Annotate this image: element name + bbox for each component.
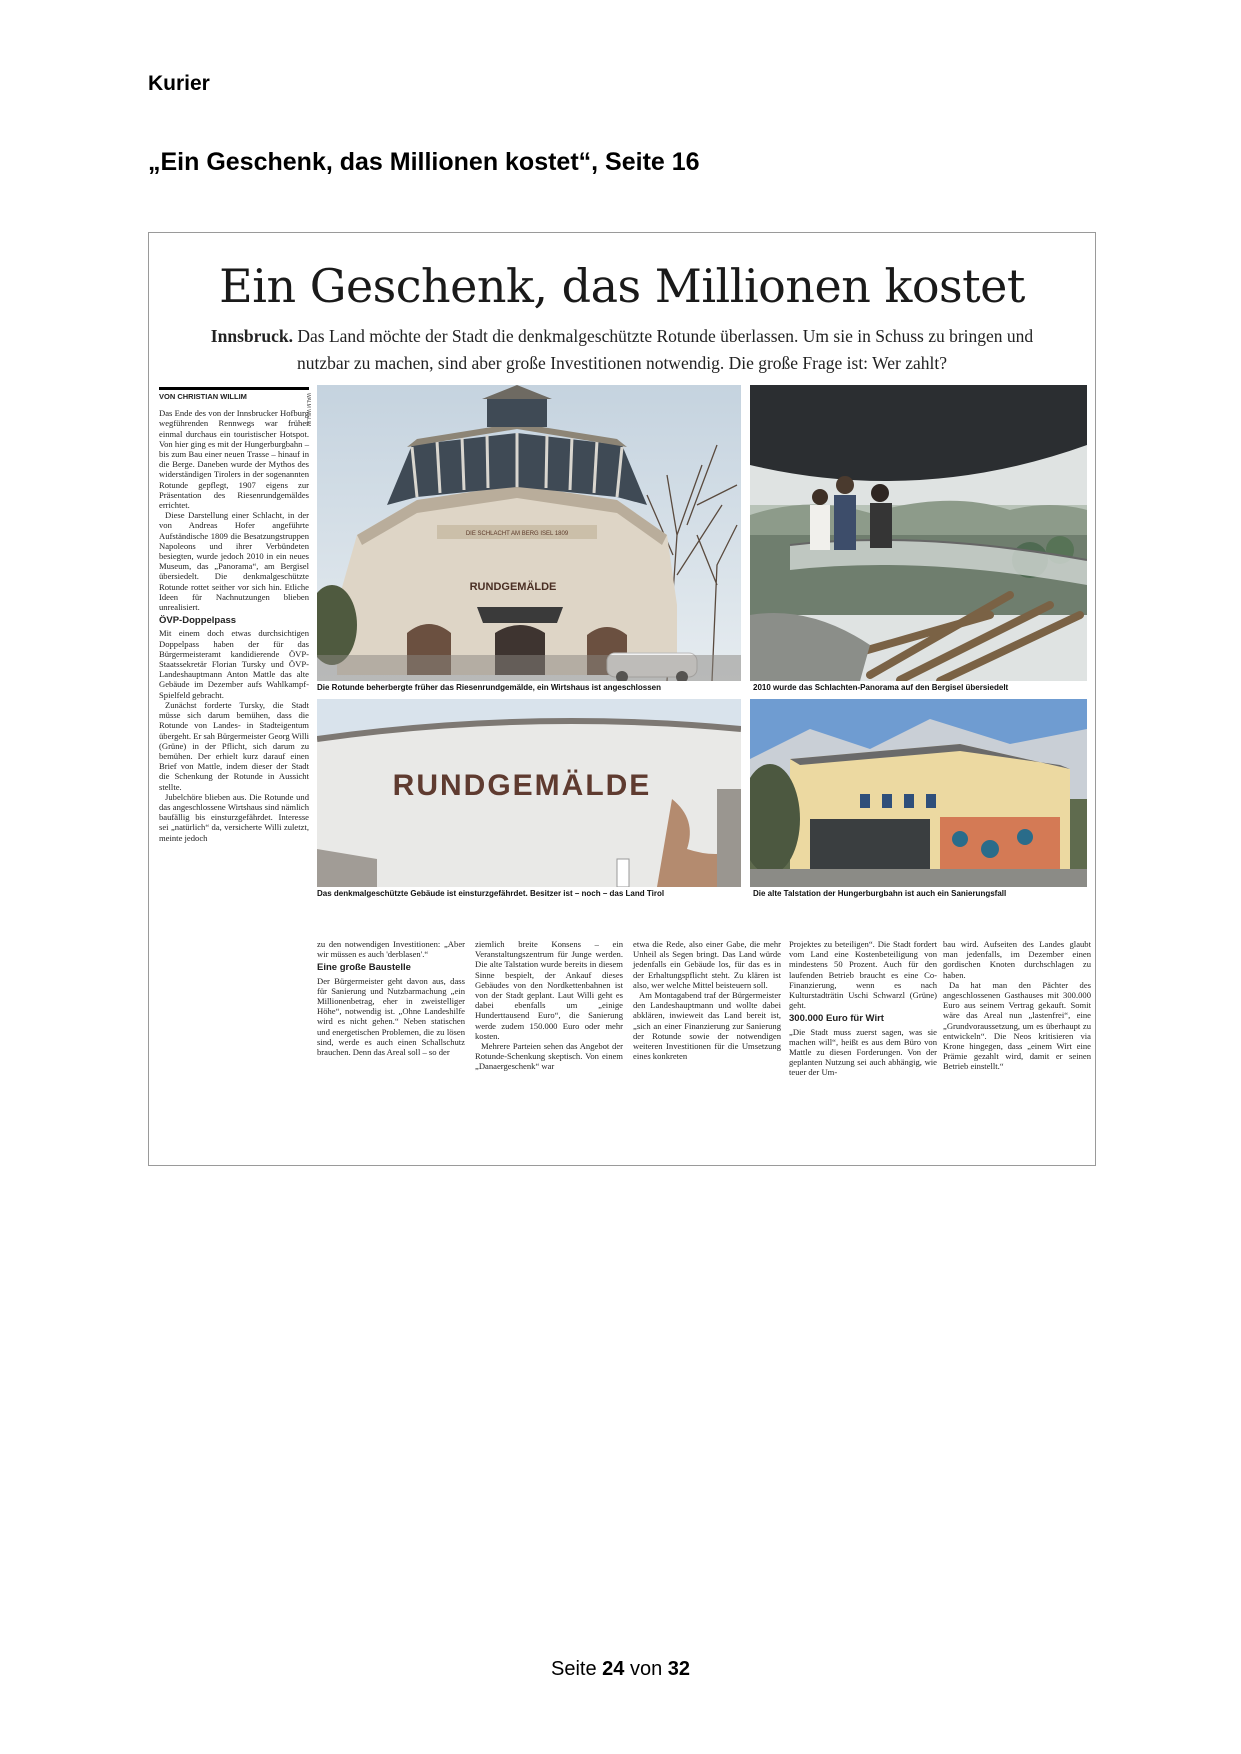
paragraph: Mit einem doch etwas durchsichtigen Doppelpass haben der für das Bürgermeisteramt kandidierende ÖVP-Staatssekretär Florian Tursky und ÖVP-Landeshauptmann Anton Mattle das alte Gebäude im Dezember aufs Wahlkampf-Spielfeld gebracht. <box>159 628 309 700</box>
footer-prefix: Seite <box>550 1658 597 1680</box>
photo-sign <box>317 699 741 887</box>
panorama-image <box>750 385 1087 681</box>
paragraph: Diese Darstellung einer Schlacht, in der von Andreas Hofer angeführte Aufständische 1809 die Besatzungstruppen Napoleons und ihrer Verbündeten besiegten, wurde jedoch 2010 in ein neues Museum, das „Panorama“, am Bergisel übersiedelt. Die denkmalgeschützte Rotunde rottet seither vor sich hin. Etliche Ideen für Nachnutzungen blieben unrealisiert. <box>159 510 309 613</box>
paragraph: „Die Stadt muss zuerst sagen, was sie machen will“, heißt es aus dem Büro von Mattle zu diesen Forderungen. Von der geplanten Nutzung sei auch abhängig, wie teuer der Um- <box>789 1026 937 1078</box>
subheading: ÖVP-Doppelpass <box>159 615 237 627</box>
photo-caption: Die Rotunde beherbergte früher das Riesenrundgemälde, ein Wirtshaus ist angeschlossen <box>317 683 662 692</box>
footer-page-total: 32 <box>667 1658 691 1680</box>
paragraph: Am Montagabend traf der Bürgermeister den Landeshauptmann und wollte dabei abklären, inwieweit das Land bereit ist, „sich an einer Finanzierung zur Sanierung der Rotunde sowie der notwendigen weiteren Investitionen für die Umsetzung eines konkreten <box>633 990 781 1062</box>
subheading: Eine große Baustelle <box>317 962 411 974</box>
article-column-6 <box>943 939 1091 1072</box>
article-deck-text: Das Land möchte der Stadt die denkmalgeschützte Rotunde überlassen. Um sie in Schuss zu bringen und nutzbar zu machen, sind aber große Investitionen notwendig. Die große Frage ist: Wer zahlt? <box>297 326 1034 373</box>
article-deck <box>209 323 1035 377</box>
paragraph: bau wird. Aufseiten des Landes glaubt man jedenfalls, im Dezember einen gordischen Knoten durchschlagen zu haben. <box>943 939 1091 980</box>
photo-caption: Das denkmalgeschützte Gebäude ist einsturzgefährdet. Besitzer ist – noch – das Land Tirol <box>317 889 665 898</box>
paragraph: Das Ende des von der Innsbrucker Hofburg wegführenden Rennwegs war früher einmal durchaus ein touristischer Hotspot. Von hier ging es mit der Hungerburgbahn – bis zum Bau einer neuen Trasse – hinauf in die Berge. Daneben wurde der Mythos des widerständigen Tirolers in der sogenannten Rotunde gepflegt, 1907 eigens zur Präsentation des Riesenrundgemäldes errichtet. <box>159 408 309 511</box>
paragraph: Zunächst forderte Tursky, die Stadt müsse sich darum bemühen, dass die Rotunde von Landes- in Stadteigentum übergeht. Er sah Bürgermeister Georg Willi (Grüne) in der Pflicht, sich darum zu bemühen. Der erhielt kurz darauf einen Brief von Mattle, indem dieser der Stadt die Schenkung der Rotunde in Aussicht stellte. <box>159 699 309 792</box>
article-column-3 <box>475 939 623 1072</box>
rotunde-sign-text: RUNDGEMÄLDE <box>469 581 557 593</box>
rotunde-banner-text: DIE SCHLACHT AM BERG ISEL 1809 <box>465 531 569 537</box>
rotunde-image <box>317 385 741 681</box>
subheading: 300.000 Euro für Wirt <box>789 1013 884 1025</box>
paragraph: Da hat man den Pächter des angeschlossenen Gasthauses mit 300.000 Euro aus seinem Vertrag gekauft. Somit wäre das Areal nun „lastenfrei“, eine „Grundvoraussetzung, um es überhaupt zu entwickeln“. Die Neos kritisieren via Krone hingegen, dass „einem Wirt eine Prämie gezahlt wird, damit er seinen Betrieb einstellt.“ <box>943 979 1091 1072</box>
paragraph: ziemlich breite Konsens – ein Veranstaltungszentrum für Junge werden. Die alte Talstation wurde bereits in diesem Sinne bespielt, der Ankauf dieses Gebäudes von den Nordkettenbahnen ist von der Stadt geplant. Laut Willi geht es dabei ebenfalls um „einige Hunderttausend Euro“, die Sanierung werde zudem 150.000 Euro oder mehr kosten. <box>475 939 623 1041</box>
paragraph: Der Bürgermeister geht davon aus, dass für Sanierung und Nutzbarmachung „ein Millionenbetrag, eher in zweistelliger Höhe“, notwendig ist. „Ohne Landeshilfe wird es nicht gehen.“ Neben statischen und energetischen Problemen, die zu lösen sind, werde es auch einen Schallschutz brauchen. Denn das Areal soll – so der <box>317 975 465 1058</box>
paragraph: zu den notwendigen Investitionen: „Aber wir müssen es auch 'derblasen'.“ <box>317 939 465 960</box>
photo-talstation <box>750 699 1087 887</box>
article-column-5 <box>789 939 937 1078</box>
article-column-2 <box>317 939 465 1057</box>
article-column-4 <box>633 939 781 1061</box>
article-headline: Ein Geschenk, das Millionen kostet <box>219 259 1025 313</box>
page-footer <box>0 1658 1241 1681</box>
talstation-image <box>750 699 1087 887</box>
page-heading: „Ein Geschenk, das Millionen kostet“, Seite 16 <box>148 148 700 176</box>
newspaper-clipping <box>148 232 1096 1166</box>
publication-name: Kurier <box>148 72 210 95</box>
paragraph: Jubelchöre blieben aus. Die Rotunde und das angeschlossene Wirtshaus sind nämlich baufällig bis einsturzgefährdet. Interesse sei „natürlich“ da, versicherte Willi zuletzt, meinte jedoch <box>159 791 309 843</box>
sign-text: RUNDGEMÄLDE <box>392 769 652 802</box>
paragraph: Projektes zu beteiligen“. Die Stadt fordert vom Land eine Kostenbeteiligung von mindestens 50 Prozent. Auch für den laufenden Betrieb braucht es eine Co-Finanzierung, wenn es nach Kulturstadträtin Uschi Schwarzl (Grüne) geht. <box>789 939 937 1011</box>
footer-page-number: 24 <box>602 1658 625 1680</box>
photo-credit: WALM WILLIM <box>305 393 311 427</box>
article-dateline: Innsbruck. <box>210 326 293 346</box>
article-column-1 <box>159 387 309 843</box>
article-byline: VON CHRISTIAN WILLIM <box>159 387 309 402</box>
sign-image <box>317 699 741 887</box>
photo-rotunde <box>317 385 741 681</box>
photo-caption: Die alte Talstation der Hungerburgbahn ist auch ein Sanierungsfall <box>753 889 1007 898</box>
photo-panorama <box>750 385 1087 681</box>
footer-middle: von <box>629 1658 663 1680</box>
paragraph: etwa die Rede, also einer Gabe, die mehr Unheil als Segen bringt. Das Land würde jedenfalls ein Gebäude los, für das es in der Erhaltungspflicht steht. Zu klären ist also, wer welche Mittel beisteuern soll. <box>633 939 781 990</box>
photo-caption: 2010 wurde das Schlachten-Panorama auf den Bergisel übersiedelt <box>753 683 1009 692</box>
paragraph: Mehrere Parteien sehen das Angebot der Rotunde-Schenkung skeptisch. Von einem „Danaergeschenk“ war <box>475 1041 623 1072</box>
